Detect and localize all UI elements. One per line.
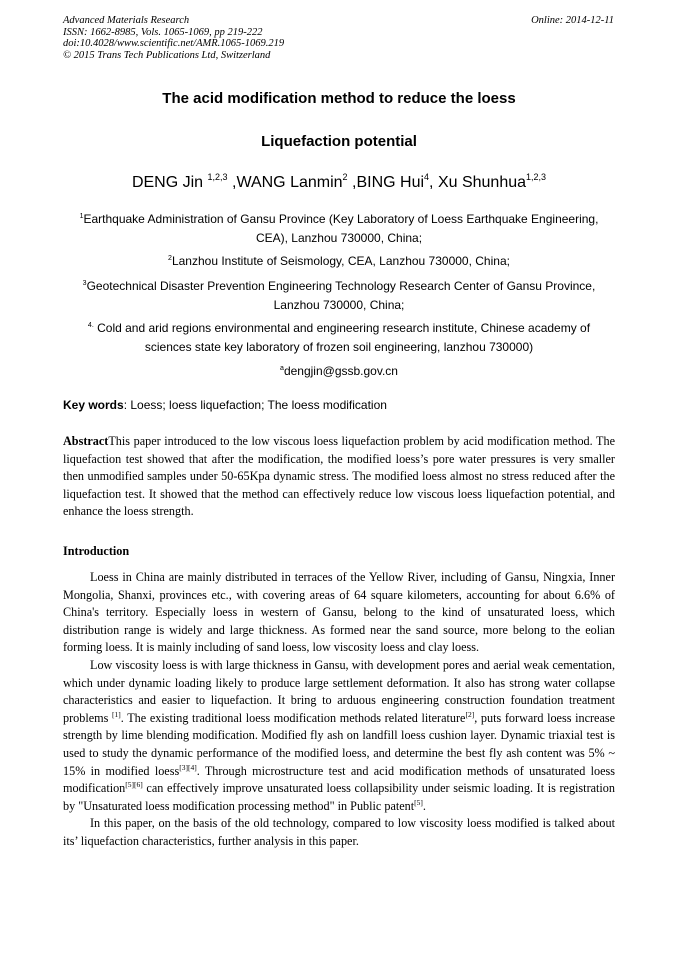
author-name: , Xu Shunhua: [429, 174, 527, 191]
email-address: dengjin@gssb.gov.cn: [283, 364, 398, 378]
paragraph-text-run: . The existing traditional loess modification methods related literature: [120, 710, 466, 725]
citation-reference: [1]: [112, 709, 121, 719]
citation-reference: [5]: [414, 797, 423, 807]
author-affiliation-mark: 4: [424, 172, 430, 182]
abstract-text: This paper introduced to the low viscous loess liquefaction problem by acid modification method. The liquefaction test showed that after the modification, the modified loess’s pore water pressures is very smaller then unmodified samples under 50-65Kpa dynamic stress. The modified loess almost no stress reduced after the liquefaction test. It showed that the method can effectively reduce low viscous loess liquefaction potential, and enhance the loess strength.: [63, 434, 615, 519]
abstract: [63, 433, 615, 521]
citation-reference: [2]: [465, 709, 475, 719]
journal-header: [63, 15, 284, 61]
author-affiliation-mark: 1,2,3: [526, 172, 547, 182]
affiliation-text: Cold and arid regions environmental and engineering research institute, Chinese academy of sciences state key laboratory of frozen soil engineering, lanzhou 730000): [93, 321, 591, 354]
affiliation-mark: 2: [168, 255, 172, 262]
paper-title-line-1: The acid modification method to reduce the loess: [162, 90, 516, 107]
author-affiliation-mark: 1,2,3: [207, 172, 228, 182]
affiliation-mark: 4.: [87, 322, 94, 329]
affiliation-1: [63, 207, 615, 248]
paragraph: Loess in China are mainly distributed in terraces of the Yellow River, including of Gansu, Ningxia, Inner Mongolia, Shanxi, provinces etc., with covering areas of 64 square kilometers, accounting for about 6.6% of China's territory. Especially loess in western of Gansu, belong to the kind of unsaturated loess, which distribution range is widely and large thickness. As formed near the sand source, more belong to the eolian forming loess. It is mainly including of sand loess, low viscosity loess and clay loess.: [63, 570, 615, 655]
affiliation-text: Earthquake Administration of Gansu Province (Key Laboratory of Loess Earthquake Engineering, CEA), Lanzhou 730000, China;: [83, 212, 599, 245]
author-name: DENG Jin: [131, 174, 208, 191]
affiliation-mark: 3: [82, 280, 87, 287]
affiliation-mark: 1: [79, 213, 84, 220]
paragraph-text-run: can effectively improve unsaturated loess collapsibility under seismic loading. It is registration by "Unsaturated loess modification processing method" in Public patent: [63, 781, 615, 813]
paper-title-line-2: Liquefaction potential: [261, 133, 417, 150]
author-list: [0, 172, 678, 192]
author-name: ,BING Hui: [347, 174, 425, 191]
affiliation-text: Lanzhou Institute of Seismology, CEA, Lanzhou 730000, China;: [171, 254, 510, 268]
affiliation-4: [63, 316, 615, 357]
issn-line: ISSN: 1662-8985, Vols. 1065-1069, pp 219-222: [63, 26, 263, 38]
corresponding-email: [63, 359, 615, 381]
online-date: Online: 2014-12-11: [531, 15, 614, 26]
paragraph-text-run: , puts forward loess increase strength by lime blending modification. Modified fly ash on landfill loess cushion layer. Dynamic triaxial test is used to study the dynamic performance of the modified loess, and determine the best fly ash content was 5% ~ 15% in modified loess: [63, 710, 616, 778]
paragraph: [63, 657, 615, 815]
keywords-text: : Loess; loess liquefaction; The loess modification: [123, 398, 387, 412]
journal-name: Advanced Materials Research: [63, 15, 190, 26]
citation-reference: [5][6]: [125, 780, 143, 790]
affiliation-2: [63, 249, 615, 271]
affiliation-3: [63, 274, 615, 315]
author-affiliation-mark: 2: [342, 172, 348, 182]
email-mark: a: [280, 365, 284, 372]
section-heading-introduction: Introduction: [63, 544, 130, 558]
introduction-body: [63, 569, 615, 851]
citation-reference: [3][4]: [179, 762, 197, 772]
copyright-line: © 2015 Trans Tech Publications Ltd, Switzerland: [63, 49, 271, 61]
keywords-label: Key words: [63, 398, 124, 412]
paragraph: In this paper, on the basis of the old technology, compared to low viscosity loess modified is talked about its’ liquefaction characteristics, further analysis in this paper.: [63, 816, 615, 848]
paragraph-text-run: .: [422, 798, 426, 813]
author-name: ,WANG Lanmin: [227, 174, 343, 191]
abstract-label: Abstract: [63, 434, 109, 448]
paragraph-text-run: Low viscosity loess is with large thickness in Gansu, with development pores and aerial weak cementation, which under dynamic loading likely to produce large settlement deformation. It also has strong water collapse characteristics and easier to liquefaction. It bring to arduous engineering construction foundation treatment problems: [63, 657, 615, 725]
keywords: [63, 398, 387, 412]
affiliation-text: Geotechnical Disaster Prevention Engineering Technology Research Center of Gansu Province, Lanzhou 730000, China;: [86, 279, 596, 312]
paragraph-text-run: . Through microstructure test and acid modification methods of unsaturated loess modification: [63, 763, 615, 796]
doi-line: doi:10.4028/www.scientific.net/AMR.1065-1069.219: [63, 38, 285, 50]
